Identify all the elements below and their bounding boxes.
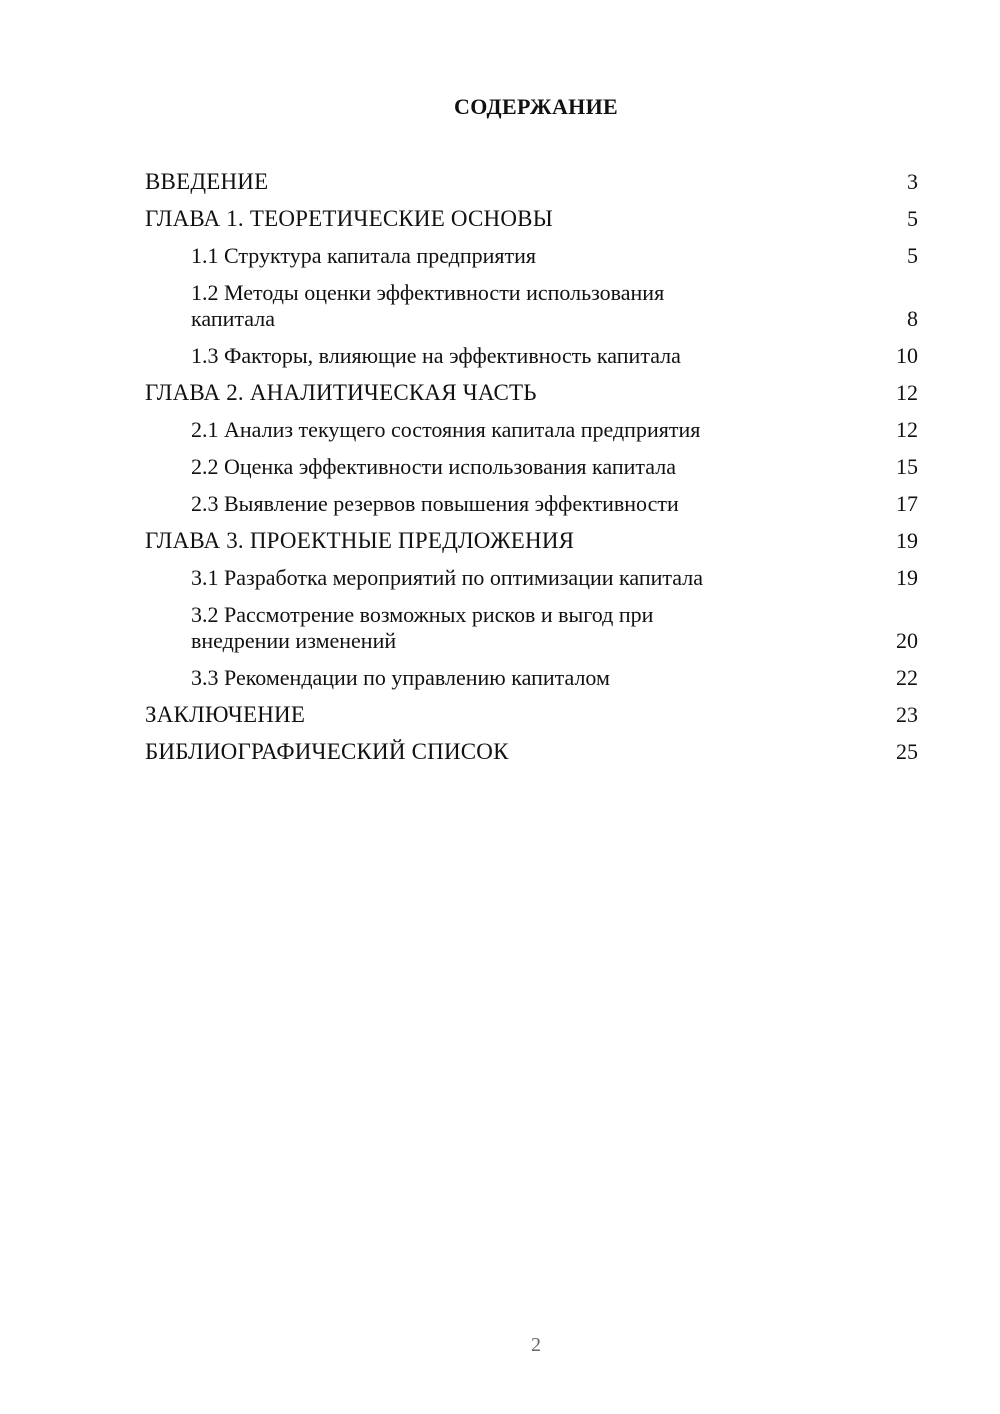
page-title: СОДЕРЖАНИЕ <box>454 94 618 119</box>
toc-entry-page: 8 <box>907 306 918 331</box>
toc-entry-page: 5 <box>907 206 918 231</box>
toc-entry-section-3-3 <box>145 665 918 691</box>
toc-entry-label: 2.2 Оценка эффективности использования капитала <box>191 454 677 479</box>
toc-entry-label: 1.1 Структура капитала предприятия <box>191 243 537 268</box>
toc-entry-section-1-1 <box>145 243 918 269</box>
toc-entry-label: 2.1 Анализ текущего состояния капитала предприятия <box>191 417 701 442</box>
toc-entry-label: ЗАКЛЮЧЕНИЕ <box>145 702 306 727</box>
toc-entry-label: 1.3 Факторы, влияющие на эффективность капитала <box>191 343 681 368</box>
toc-entry-page: 19 <box>896 565 918 590</box>
toc-entry-section-1-2 <box>145 280 918 332</box>
page-number: 2 <box>531 1334 541 1356</box>
toc-entry-label: 1.2 Методы оценки эффективности использования капитала <box>191 280 665 331</box>
toc-entry-page: 22 <box>896 665 918 690</box>
toc-entry-label: 3.2 Рассмотрение возможных рисков и выгод при внедрении изменений <box>191 602 654 653</box>
toc-entry-label: 3.3 Рекомендации по управлению капиталом <box>191 665 610 690</box>
toc-entry-label: БИБЛИОГРАФИЧЕСКИЙ СПИСОК <box>145 739 509 764</box>
toc-entry-page: 15 <box>896 454 918 479</box>
toc-entry-page: 12 <box>896 417 918 442</box>
toc-entry-section-3-2 <box>145 602 918 654</box>
toc-entry-page: 25 <box>896 739 918 764</box>
toc-entry-section-2-3 <box>145 491 918 517</box>
toc-entry-label: ВВЕДЕНИЕ <box>145 169 269 194</box>
toc-entry-page: 17 <box>896 491 918 516</box>
toc-entry-page: 3 <box>907 169 918 194</box>
toc-entry-page: 5 <box>907 243 918 268</box>
toc-entry-page: 12 <box>896 380 918 405</box>
toc-entry-page: 19 <box>896 528 918 553</box>
toc-entry-page: 23 <box>896 702 918 727</box>
toc-entry-label: ГЛАВА 1. ТЕОРЕТИЧЕСКИЕ ОСНОВЫ <box>145 206 553 231</box>
toc-entry-section-3-1 <box>145 565 918 591</box>
toc-entry-page: 10 <box>896 343 918 368</box>
toc-entry-introduction <box>145 169 918 195</box>
toc-entry-section-2-1 <box>145 417 918 443</box>
toc-entry-section-1-3 <box>145 343 918 369</box>
toc-entry-label: ГЛАВА 3. ПРОЕКТНЫЕ ПРЕДЛОЖЕНИЯ <box>145 528 575 553</box>
toc-entry-bibliography <box>145 739 918 765</box>
toc-entry-label: ГЛАВА 2. АНАЛИТИЧЕСКАЯ ЧАСТЬ <box>145 380 537 405</box>
toc-entry-label: 2.3 Выявление резервов повышения эффективности <box>191 491 679 516</box>
toc-entry-page: 20 <box>896 628 918 653</box>
toc-entry-chapter-2 <box>145 380 918 406</box>
toc-entry-section-2-2 <box>145 454 918 480</box>
toc-entry-label: 3.1 Разработка мероприятий по оптимизации капитала <box>191 565 703 590</box>
toc-entry-chapter-1 <box>145 206 918 232</box>
toc-entry-conclusion <box>145 702 918 728</box>
toc-entry-chapter-3 <box>145 528 918 554</box>
table-of-contents <box>145 169 918 776</box>
